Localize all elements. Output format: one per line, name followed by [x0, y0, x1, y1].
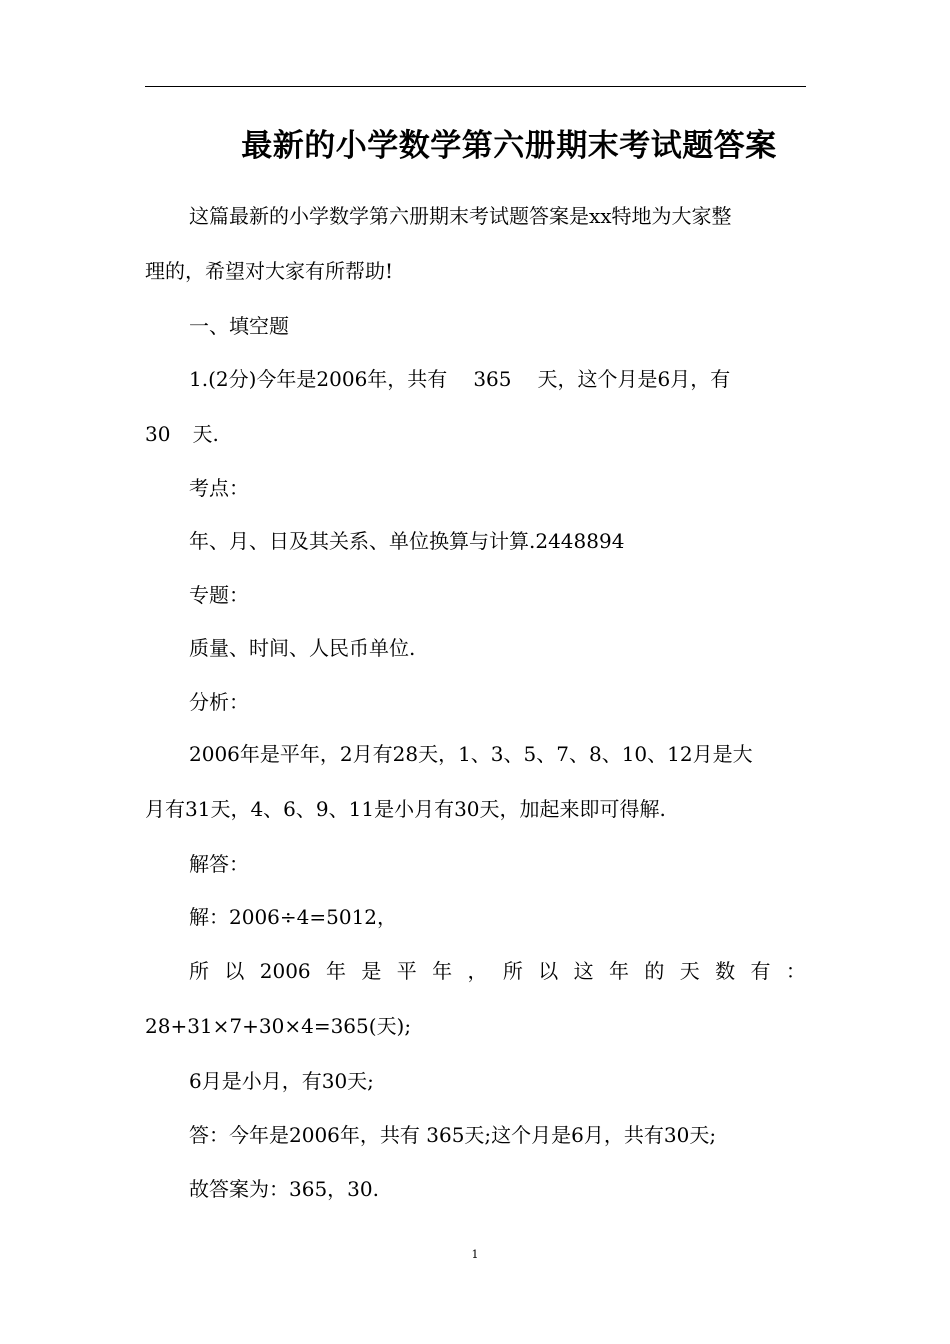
document-title: 最新的小学数学第六册期末考试题答案: [241, 128, 777, 164]
jieda-label: 解答：: [189, 852, 249, 876]
zhuanti-text: 质量、时间、人民币单位.: [189, 636, 416, 660]
suoyi-char: 年: [432, 959, 453, 983]
question-1-line-2: [145, 419, 806, 449]
suoyi-char: ：: [785, 959, 806, 983]
suoyi-char: 数: [715, 959, 736, 983]
question-1-text-b: 天，这个月是6月，有: [537, 367, 731, 391]
calc-line: 28+31×7+30×4=365(天);: [145, 1014, 412, 1038]
suoyi-char: 天: [679, 959, 700, 983]
suoyi-char: 的: [644, 959, 665, 983]
kaodian-text: 年、月、日及其关系、单位换算与计算.2448894: [189, 529, 625, 553]
suoyi-char: 有: [750, 959, 771, 983]
fenxi-line-2: 月有31天，4、6、9、11是小月有30天，加起来即可得解.: [145, 797, 666, 821]
suoyi-char: 所: [502, 959, 523, 983]
suoyi-char: ，: [467, 959, 488, 983]
suoyi-char: 年: [609, 959, 630, 983]
suoyi-char: 所: [189, 959, 209, 983]
suoyi-char: 平: [396, 959, 417, 983]
question-1-line-1: [189, 364, 806, 394]
question-1-blank-1: 365: [473, 367, 512, 391]
suoyi-char: 这: [573, 959, 594, 983]
section-heading-fill-blank: 一、填空题: [189, 314, 289, 338]
answer-line: 答：今年是2006年，共有 365天;这个月是6月，共有30天;: [189, 1123, 717, 1147]
fenxi-line-1: 2006年是平年，2月有28天，1、3、5、7、8、10、12月是大: [189, 742, 753, 766]
suoyi-char: 年: [326, 959, 347, 983]
zhuanti-label: 专题：: [189, 583, 249, 607]
june-line: 6月是小月，有30天;: [189, 1069, 374, 1093]
suoyi-line: [189, 956, 806, 986]
kaodian-label: 考点：: [189, 476, 249, 500]
fenxi-label: 分析：: [189, 690, 249, 714]
header-rule: [145, 86, 806, 87]
suoyi-char: 2006: [259, 959, 311, 983]
page-number: 1: [471, 1248, 479, 1261]
suoyi-char: 是: [361, 959, 382, 983]
solution-line: 解：2006÷4=5012，: [189, 905, 398, 929]
intro-line-2: 理的，希望对大家有所帮助!: [145, 259, 394, 283]
question-1-text-a: 1.(2分)今年是2006年，共有: [189, 367, 448, 391]
suoyi-char: 以: [224, 959, 245, 983]
suoyi-char: 以: [538, 959, 559, 983]
question-1-text-c: 天.: [192, 422, 219, 446]
question-1-blank-2: 30: [145, 422, 171, 446]
intro-line-1: 这篇最新的小学数学第六册期末考试题答案是xx特地为大家整: [189, 204, 732, 228]
final-answer-line: 故答案为：365，30.: [189, 1177, 379, 1201]
